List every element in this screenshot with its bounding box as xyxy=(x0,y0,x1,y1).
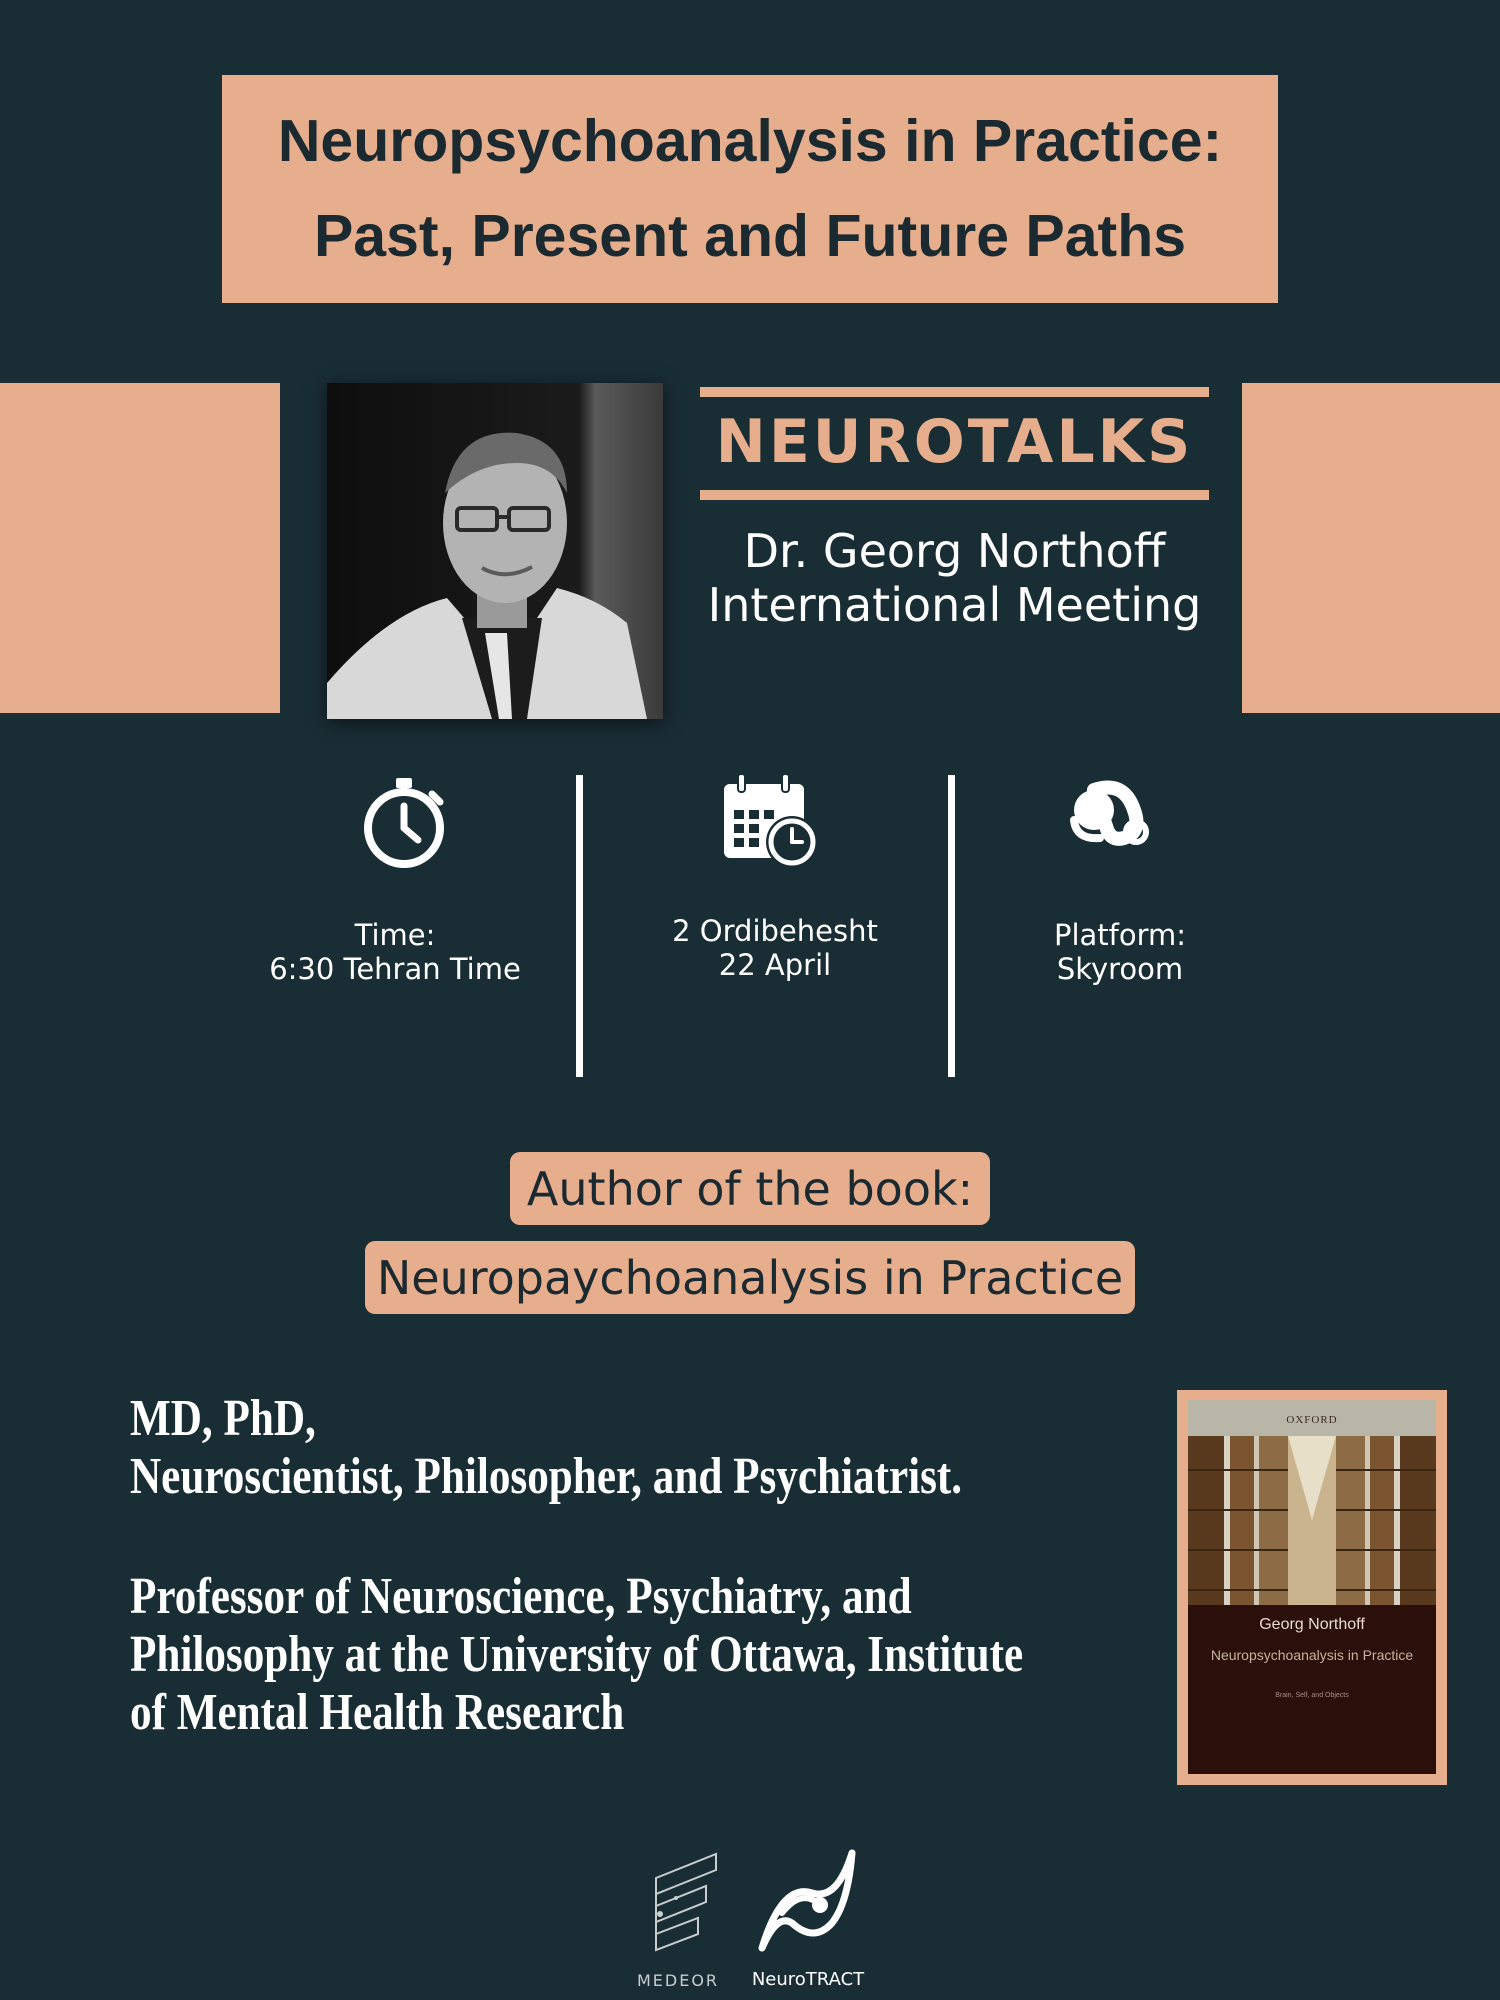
speaker-name: Dr. Georg Northoff xyxy=(743,524,1166,578)
series-name: NEUROTALKS xyxy=(715,407,1194,477)
date-persian: 2 Ordibehesht xyxy=(672,914,878,948)
platform-value: Skyroom xyxy=(1056,952,1184,986)
platform-info xyxy=(990,918,1250,986)
event-title-line1: Neuropsychoanalysis in Practice: xyxy=(277,108,1223,174)
medeor-logo-text: MEDEOR xyxy=(636,1971,720,1990)
divider-1 xyxy=(576,775,583,1077)
event-title xyxy=(222,75,1278,303)
book-author: Georg Northoff xyxy=(1259,1616,1365,1633)
bio-position xyxy=(130,1568,1024,1742)
bio-line: Neuroscientist, Philosopher, and Psychiatrist. xyxy=(130,1448,963,1505)
meeting-type: International Meeting xyxy=(707,578,1202,632)
right-accent-block xyxy=(1242,383,1500,713)
platform-label: Platform: xyxy=(1053,918,1187,952)
book-cover xyxy=(1188,1400,1436,1774)
skyroom-icon xyxy=(1064,780,1159,864)
divider-2 xyxy=(948,775,955,1077)
bio-line: MD, PhD, xyxy=(130,1390,316,1447)
book-title: Neuropsychoanalysis in Practice xyxy=(1210,1647,1414,1663)
speaker-photo xyxy=(327,383,663,719)
date-gregorian: 22 April xyxy=(718,948,832,982)
neurotalks-rule-top xyxy=(700,387,1209,397)
book-publisher: OXFORD xyxy=(1286,1414,1338,1426)
bio-line: Professor of Neuroscience, Psychiatry, and xyxy=(130,1568,912,1625)
time-info xyxy=(230,918,560,986)
stopwatch-icon xyxy=(360,772,452,876)
neurotract-logo-text: NeuroTRACT xyxy=(751,1969,865,1990)
time-value: 6:30 Tehran Time xyxy=(269,952,521,986)
book-name: Neuropaychoanalysis in Practice xyxy=(365,1241,1135,1314)
calendar-clock-icon xyxy=(720,772,820,876)
author-label: Author of the book: xyxy=(510,1152,990,1225)
book-subtitle: Brain, Self, and Objects xyxy=(1275,1692,1349,1699)
neurotalks-rule-bottom xyxy=(700,490,1209,500)
bio-line: Philosophy at the University of Ottawa, Institute xyxy=(130,1626,1024,1683)
bio-credentials xyxy=(130,1390,963,1506)
bio-line: of Mental Health Research xyxy=(130,1684,625,1741)
medeor-logo-icon xyxy=(646,1848,726,1967)
time-label: Time: xyxy=(354,918,436,952)
neurotract-logo-icon xyxy=(752,1843,867,1962)
date-info xyxy=(620,914,930,982)
left-accent-block xyxy=(0,383,280,713)
event-title-line2: Past, Present and Future Paths xyxy=(313,203,1187,269)
